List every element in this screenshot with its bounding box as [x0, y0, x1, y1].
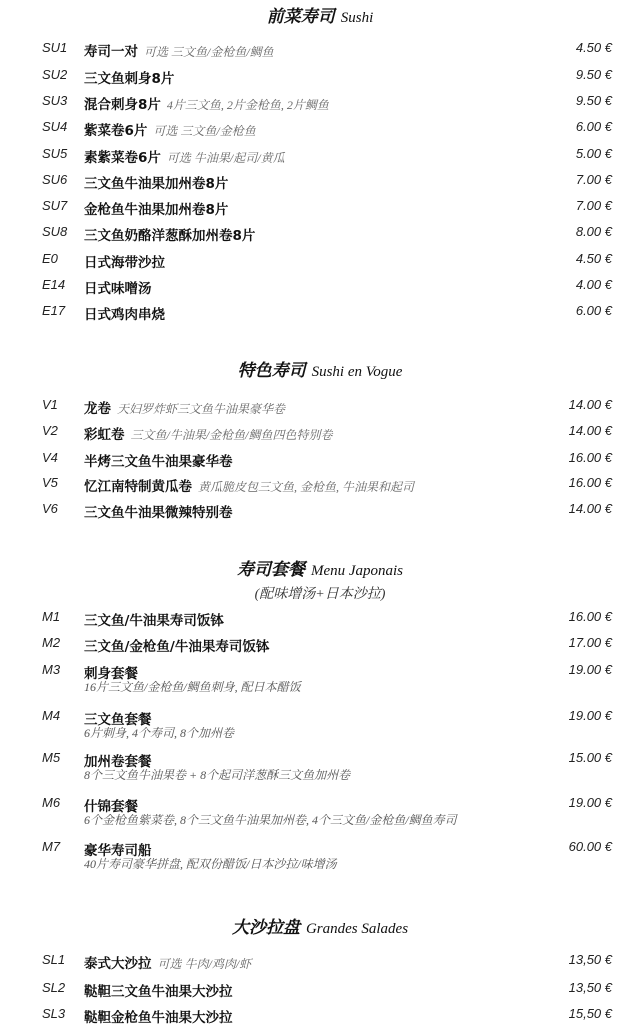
item-code: SL2	[42, 980, 66, 995]
item-name-text: 素紫菜卷6片	[84, 150, 161, 166]
menu-item	[0, 198, 640, 218]
section-title	[0, 2, 640, 27]
menu-item	[0, 224, 640, 244]
item-price: 15,50 €	[568, 1006, 612, 1021]
menu-item	[0, 423, 640, 443]
item-name	[84, 952, 251, 972]
section-title-zh: 前菜寿司	[266, 7, 335, 27]
item-name	[84, 251, 165, 271]
menu-item	[0, 450, 640, 470]
item-detail: 16片三文鱼/金枪鱼/鲷鱼刺身, 配日本醋饭	[84, 680, 301, 694]
menu-item	[0, 1006, 640, 1026]
item-price: 13,50 €	[568, 980, 612, 995]
item-code: V2	[42, 423, 58, 438]
item-price: 7.00 €	[575, 198, 612, 213]
item-code: SU2	[42, 67, 68, 82]
section-title	[0, 913, 640, 938]
item-name-text: 紫菜卷6片	[84, 123, 148, 139]
section-title-zh: 特色寿司	[237, 361, 306, 381]
item-code: E0	[42, 251, 58, 266]
item-detail: 6片刺身, 4个寿司, 8个加州卷	[84, 726, 235, 740]
section-subtitle: (配味增汤+日本沙拉)	[254, 587, 386, 602]
menu-item	[0, 251, 640, 271]
item-name-text: 三文鱼/金枪鱼/牛油果寿司饭钵	[84, 639, 270, 655]
section-title-fr: Sushi	[340, 10, 374, 26]
item-name-text: 三文鱼牛油果加州卷8片	[84, 176, 229, 192]
item-code: SU7	[42, 198, 68, 213]
menu-item	[0, 146, 640, 166]
item-code: M6	[42, 795, 61, 810]
item-price: 6.00 €	[575, 119, 612, 134]
item-code: SU3	[42, 93, 68, 108]
menu-item	[0, 501, 640, 521]
menu-item	[0, 795, 640, 827]
item-name-text: 日式味噌汤	[84, 281, 152, 297]
item-code: V4	[42, 450, 58, 465]
item-name	[84, 609, 224, 629]
menu-item	[0, 303, 640, 323]
item-description: 4片三文鱼, 2片金枪鱼, 2片鲷鱼	[166, 98, 329, 112]
item-detail: 8个三文鱼牛油果卷 + 8个起司洋葱酥三文鱼加州卷	[84, 768, 351, 782]
item-name-text: 日式鸡肉串烧	[84, 307, 165, 323]
item-name	[84, 172, 228, 192]
item-price: 19.00 €	[568, 662, 612, 677]
item-code: V1	[42, 397, 58, 412]
item-name-text: 半烤三文鱼牛油果豪华卷	[84, 454, 233, 470]
item-price: 60.00 €	[568, 839, 612, 854]
menu-item	[0, 662, 640, 694]
item-price: 6.00 €	[575, 303, 612, 318]
item-description: 可选 牛肉/鸡肉/虾	[157, 957, 252, 971]
section-title-fr: Menu Japonais	[310, 563, 404, 579]
item-price: 16.00 €	[568, 450, 612, 465]
item-name-text: 三文鱼牛油果微辣特别卷	[84, 505, 233, 521]
item-name	[84, 67, 174, 87]
item-name	[84, 93, 329, 113]
item-price: 4.50 €	[575, 251, 612, 266]
section-title-zh: 大沙拉盘	[231, 918, 300, 938]
item-name	[84, 1006, 233, 1026]
item-price: 9.50 €	[575, 67, 612, 82]
item-name	[84, 635, 269, 655]
item-price: 4.00 €	[575, 277, 612, 292]
item-name-text: 刺身套餐	[84, 666, 138, 682]
item-name-text: 日式海带沙拉	[84, 255, 165, 271]
menu-item	[0, 172, 640, 192]
item-price: 15.00 €	[568, 750, 612, 765]
item-code: SU1	[42, 40, 68, 55]
item-name-text: 鞑靼三文鱼牛油果大沙拉	[84, 984, 233, 1000]
item-code: SU5	[42, 146, 68, 161]
section-title	[0, 555, 640, 580]
item-code: E14	[42, 277, 66, 292]
item-name	[84, 501, 233, 521]
item-description: 天妇罗炸虾三文鱼牛油果豪华卷	[117, 402, 286, 416]
item-price: 5.00 €	[575, 146, 612, 161]
item-code: V5	[42, 475, 58, 490]
item-name-text: 龙卷	[84, 401, 111, 417]
menu-item	[0, 475, 640, 495]
item-name	[84, 475, 414, 495]
menu-item	[0, 635, 640, 655]
item-name-text: 三文鱼套餐	[84, 712, 152, 728]
item-name	[84, 146, 285, 166]
item-code: M3	[42, 662, 61, 677]
item-code: SL3	[42, 1006, 66, 1021]
item-description: 三文鱼/牛油果/金枪鱼/鲷鱼四色特别卷	[130, 428, 333, 442]
item-description: 可选 牛油果/起司/黄瓜	[166, 151, 285, 165]
item-name	[84, 198, 228, 218]
item-detail: 6个金枪鱼紫菜卷, 8个三文鱼牛油果加州卷, 4个三文鱼/金枪鱼/鲷鱼寿司	[84, 813, 457, 827]
item-code: E17	[42, 303, 66, 318]
item-detail: 40片寿司豪华拼盘, 配双份醋饭/日本沙拉/味增汤	[84, 857, 337, 871]
item-name	[84, 397, 285, 417]
item-description: 可选 三文鱼/金枪鱼	[153, 124, 256, 138]
item-name	[84, 303, 165, 323]
item-price: 8.00 €	[575, 224, 612, 239]
item-name-text: 三文鱼/牛油果寿司饭钵	[84, 613, 224, 629]
section-title-fr: Sushi en Vogue	[311, 364, 403, 380]
item-price: 14.00 €	[568, 501, 612, 516]
menu-item	[0, 609, 640, 629]
item-code: SU8	[42, 224, 68, 239]
section-title	[0, 356, 640, 381]
item-price: 14.00 €	[568, 423, 612, 438]
menu-item	[0, 708, 640, 740]
menu-item	[0, 67, 640, 87]
item-name	[84, 119, 256, 139]
item-name-text: 混合刺身8片	[84, 97, 161, 113]
item-code: M4	[42, 708, 61, 723]
item-price: 13,50 €	[568, 952, 612, 967]
item-price: 17.00 €	[568, 635, 612, 650]
item-price: 14.00 €	[568, 397, 612, 412]
item-code: M7	[42, 839, 61, 854]
section-title-zh: 寿司套餐	[236, 560, 305, 580]
item-name	[84, 980, 233, 1000]
item-name-text: 金枪鱼牛油果加州卷8片	[84, 202, 229, 218]
item-name-text: 忆江南特制黄瓜卷	[84, 479, 192, 495]
item-price: 16.00 €	[568, 475, 612, 490]
menu-item	[0, 397, 640, 417]
item-name	[84, 224, 255, 244]
item-code: SU4	[42, 119, 68, 134]
item-price: 19.00 €	[568, 708, 612, 723]
menu-item	[0, 40, 640, 60]
item-price: 19.00 €	[568, 795, 612, 810]
section-title-fr: Grandes Salades	[305, 921, 409, 937]
item-name-text: 豪华寿司船	[84, 843, 152, 859]
item-code: SU6	[42, 172, 68, 187]
menu-item	[0, 839, 640, 871]
item-price: 4.50 €	[575, 40, 612, 55]
item-name-text: 什锦套餐	[84, 799, 138, 815]
menu-item	[0, 952, 640, 972]
item-price: 16.00 €	[568, 609, 612, 624]
item-price: 7.00 €	[575, 172, 612, 187]
item-name-text: 鞑靼金枪鱼牛油果大沙拉	[84, 1010, 233, 1026]
item-code: SL1	[42, 952, 66, 967]
item-name	[84, 450, 233, 470]
item-code: V6	[42, 501, 58, 516]
item-name	[84, 423, 333, 443]
item-code: M5	[42, 750, 61, 765]
item-description: 可选 三文鱼/金枪鱼/鲷鱼	[144, 45, 274, 59]
menu-item	[0, 119, 640, 139]
item-code: M2	[42, 635, 61, 650]
item-name-text: 泰式大沙拉	[84, 956, 152, 972]
item-name-text: 彩虹卷	[84, 427, 125, 443]
item-price: 9.50 €	[575, 93, 612, 108]
item-name-text: 三文鱼奶酪洋葱酥加州卷8片	[84, 228, 256, 244]
item-description: 黄瓜脆皮包三文鱼, 金枪鱼, 牛油果和起司	[198, 480, 415, 494]
menu-item	[0, 980, 640, 1000]
item-code: M1	[42, 609, 61, 624]
item-name	[84, 277, 152, 297]
item-name-text: 三文鱼刺身8片	[84, 71, 175, 87]
menu-item	[0, 277, 640, 297]
item-name-text: 加州卷套餐	[84, 754, 152, 770]
menu-item	[0, 93, 640, 113]
item-name	[84, 40, 274, 60]
menu-item	[0, 750, 640, 782]
item-name-text: 寿司一对	[84, 44, 138, 60]
